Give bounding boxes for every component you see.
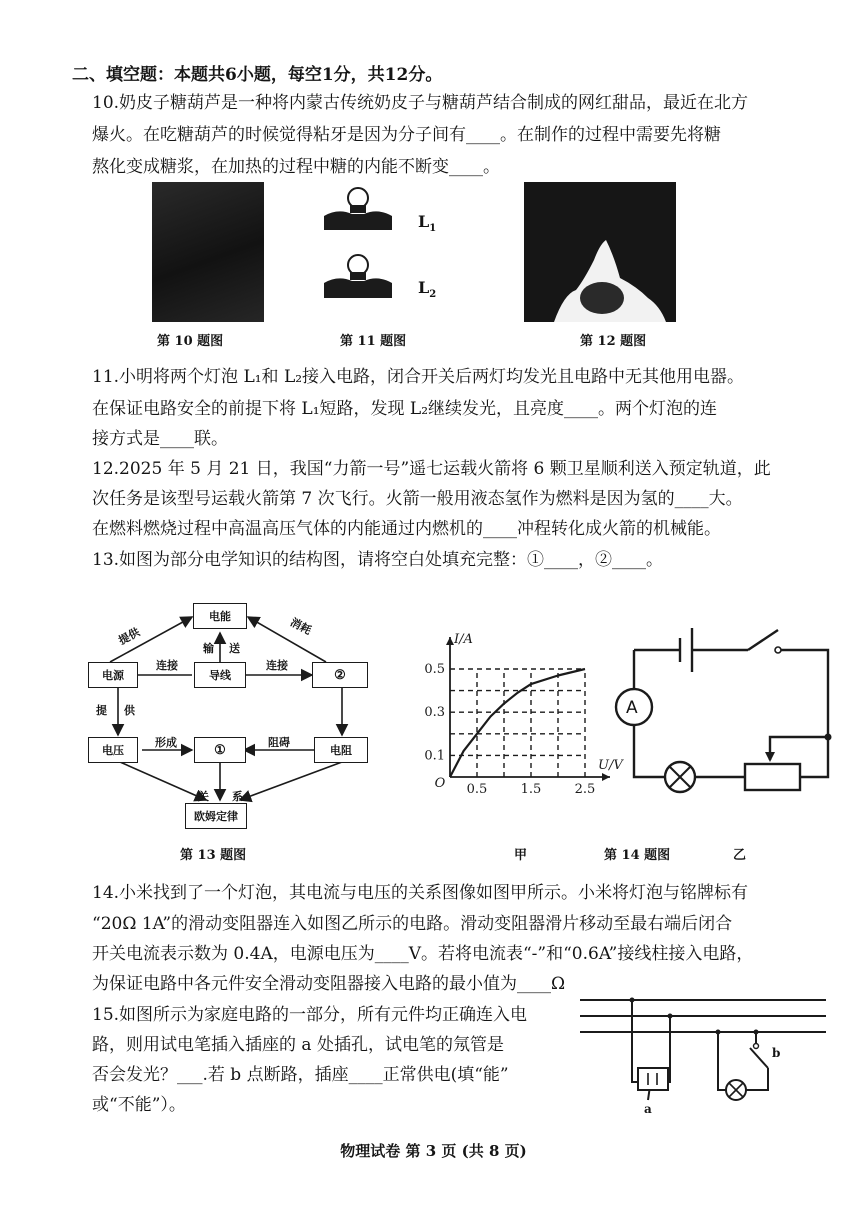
box-electric-energy: 电能 [193,603,247,629]
lamp-icon [726,1080,746,1100]
caption-figure-12: 第 12 题图 [580,334,647,349]
iu-curve [450,669,585,777]
box-blank-1: ① [194,737,246,763]
q10-line-2: 爆火。在吃糖葫芦的时候觉得粘牙是因为分子间有____。在制作的过程中需要先将糖 [92,125,721,145]
chart-grid [450,669,585,777]
figure-10-photo [152,182,264,322]
y-tick-label: 0.5 [424,662,445,677]
q11-line-1: 11.小明将两个灯泡 L₁和 L₂接入电路，闭合开关后两灯均发光且电路中无其他用电器。 [92,367,745,387]
chart-labels [424,632,624,797]
label-jia: 甲 [514,848,528,863]
household-circuit-diagram [578,990,828,1120]
box-ohms-law: 欧姆定律 [185,803,247,829]
q14-line-1: 14.小米找到了一个灯泡，其电流与电压的关系图像如图甲所示。小米将灯泡与铭牌标有 [92,883,749,903]
q10-line-1: 10.奶皮子糖葫芦是一种将内蒙古传统奶皮子与糖葫芦结合制成的网红甜品，最近在北方 [92,93,749,113]
label-transmit-a: 输 [203,642,214,655]
bulb-l1-icon [324,188,392,230]
ammeter-label: A [626,698,638,718]
rheostat-icon [745,764,800,790]
caption-figure-11: 第 11 题图 [340,334,407,349]
q12-line-3: 在燃料燃烧过程中高温高压气体的内能通过内燃机的____冲程转化成火箭的机械能。 [92,519,721,539]
q10-line-3: 熬化变成糖浆，在加热的过程中糖的内能不断变____。 [92,157,500,177]
x-axis-label: U/V [598,758,623,773]
circuit-14-diagram [610,612,840,802]
caption-figure-14: 第 14 题图 [604,848,671,863]
box-voltage: 电压 [88,737,138,763]
label-provide-2a: 提 [96,704,107,717]
label-relation-a: 关 [198,790,209,803]
y-tick-label: 0.1 [424,748,445,764]
origin-label: O [434,776,446,791]
q14-line-3: 开关电流表示数为 0.4A，电源电压为____V。若将电流表“-”和“0.6A”接线柱接入电路， [92,944,754,964]
y-tick-label: 0.3 [424,705,445,721]
q12-line-1: 12.2025 年 5 月 21 日，我国“力箭一号”遥七运载火箭将 6 颗卫星顺利送入预定轨道，此 [92,459,771,479]
label-provide-1: 提供 [116,625,142,648]
q13-line-1: 13.如图为部分电学知识的结构图，请将空白处填充完整：①____，②____。 [92,550,664,570]
figure-12-photo [524,182,676,322]
page-footer: 物理试卷 第 3 页 (共 8 页) [340,1142,527,1160]
x-tick-label: 2.5 [574,782,596,797]
q14-line-2: “20Ω 1A”的滑动变阻器连入如图乙所示的电路。滑动变阻器滑片移动至最右端后闭合 [92,914,733,934]
q15-line-2: 路，则用试电笔插入插座的 a 处插孔，试电笔的氖管是 [92,1035,504,1055]
q15-line-3: 否会发光？___.若 b 点断路，插座____正常供电(填“能” [92,1065,509,1085]
lamp-icon [665,762,695,792]
q11-line-2: 在保证电路安全的前提下将 L₁短路，发现 L₂继续发光，且亮度____。两个灯泡的连 [92,399,718,419]
graph-14-iu-chart [420,625,623,800]
socket-icon [638,1068,668,1090]
label-connect-1: 连接 [156,659,178,672]
y-axis-arrow [446,637,454,645]
label-consume: 消耗 [288,615,314,638]
box-power-source: 电源 [88,662,138,688]
box-resistance: 电阻 [314,737,368,763]
x-tick-label: 0.5 [466,782,488,797]
caption-figure-13: 第 13 题图 [180,848,247,863]
label-yi: 乙 [733,848,747,863]
y-axis-label: I/A [454,632,473,647]
label-b: b [772,1046,781,1060]
q11-line-3: 接方式是____联。 [92,429,228,449]
label-relation-b: 系 [232,790,243,803]
label-a: a [644,1102,652,1116]
label-hinder: 阻碍 [268,736,290,749]
chart-curve [450,669,585,777]
caption-figure-10: 第 10 题图 [157,334,224,349]
section-title: 二、填空题：本题共6小题，每空1分，共12分。 [72,65,443,85]
label-transmit-b: 送 [229,642,240,655]
q15-line-1: 15.如图所示为家庭电路的一部分，所有元件均正确连入电 [92,1005,528,1025]
q15-line-4: 或“不能”）。 [92,1095,186,1115]
x-tick-label: 1.5 [520,782,542,797]
q14-line-4: 为保证电路中各元件安全滑动变阻器接入电路的最小值为____Ω [92,974,566,994]
bulb-l2-label: $L_2$ [418,278,437,301]
box-wire: 导线 [194,662,246,688]
label-connect-2: 连接 [266,659,288,672]
bulb-l2-icon [324,255,392,298]
box-blank-2: ② [312,662,368,688]
x-axis-arrow [602,773,610,781]
q12-line-2: 次任务是该型号运载火箭第 7 次飞行。火箭一般用液态氢作为燃料是因为氢的____大。 [92,489,743,509]
label-provide-2b: 供 [124,704,135,717]
bulb-l1-label: $L_1$ [418,212,437,235]
label-form: 形成 [155,736,177,749]
